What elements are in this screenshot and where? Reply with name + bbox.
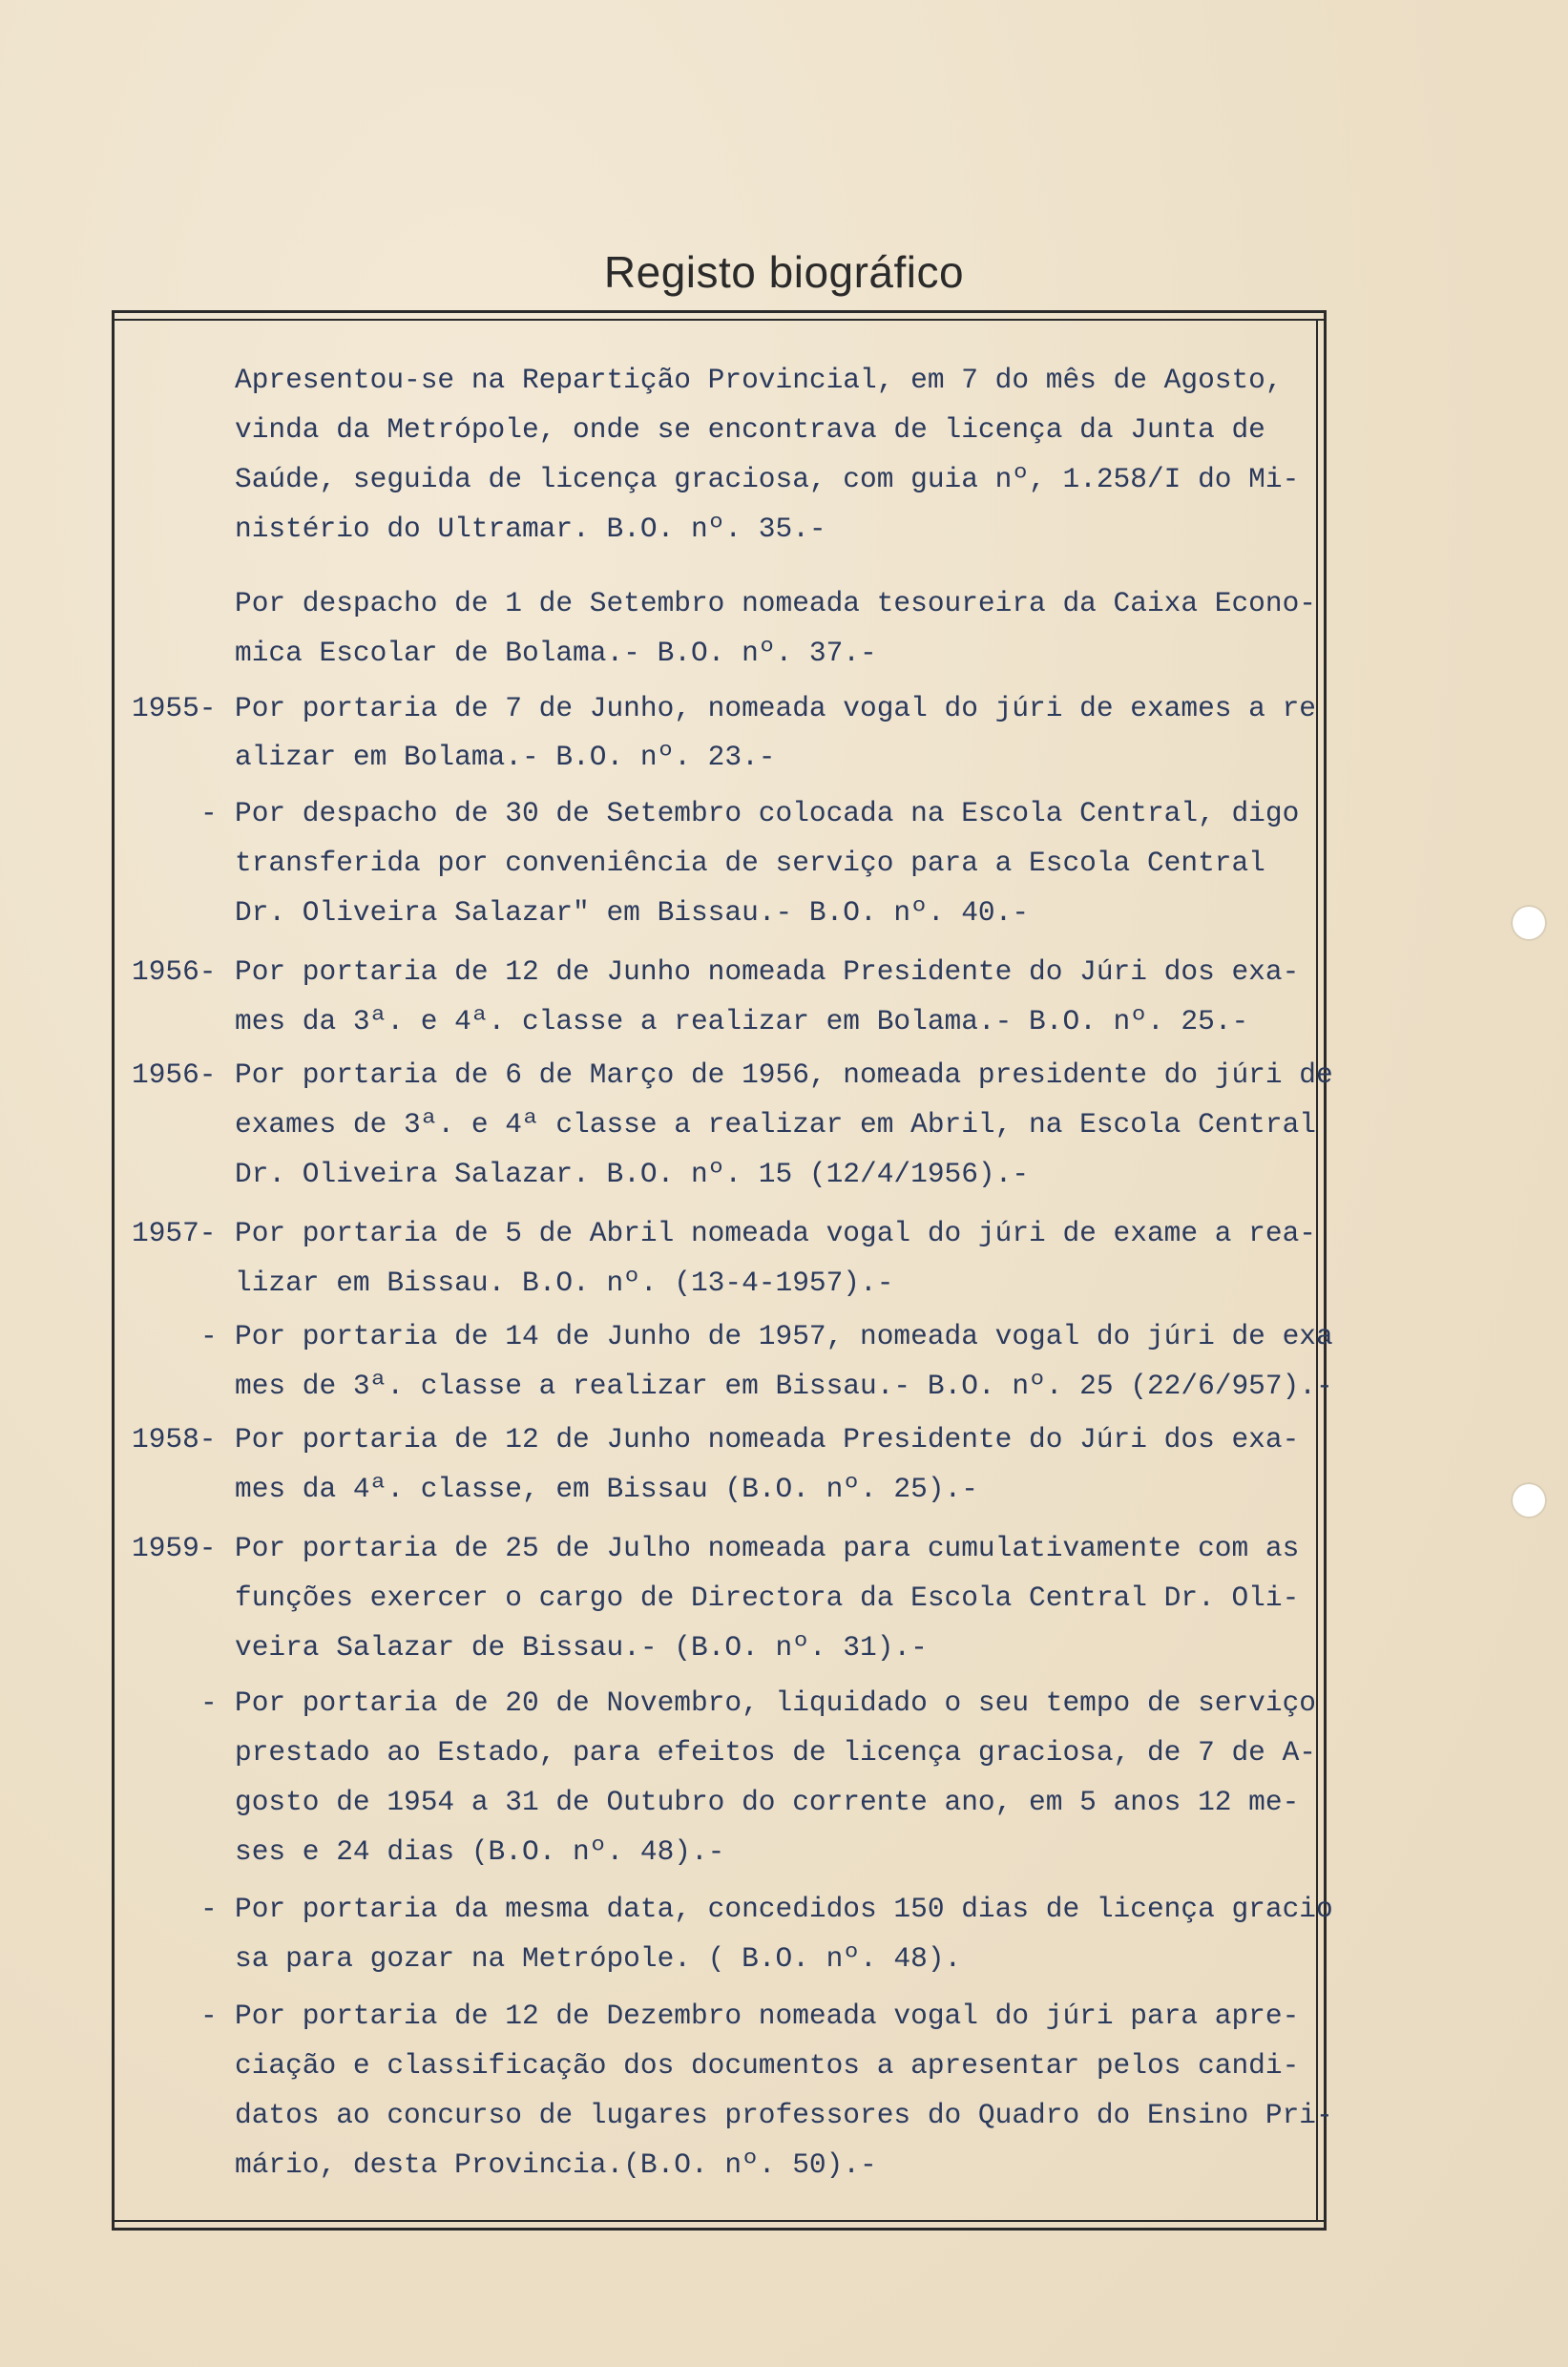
entry-text-line: mário, desta Provincia.(B.O. nº. 50).-	[235, 2148, 877, 2181]
entry-text-line: gosto de 1954 a 31 de Outubro do corrente ano, em 5 anos 12 me-	[235, 1786, 1300, 1818]
entry-text-line: veira Salazar de Bissau.- (B.O. nº. 31).-	[235, 1631, 928, 1664]
entry-text-line: prestado ao Estado, para efeitos de licença graciosa, de 7 de A-	[235, 1736, 1316, 1769]
entry-year: 1956-	[132, 1058, 217, 1091]
entry-text-line: Por portaria de 12 de Dezembro nomeada vogal do júri para apre-	[235, 2000, 1300, 2032]
entry-text-line: Saúde, seguida de licença graciosa, com guia nº, 1.258/I do Mi-	[235, 463, 1300, 495]
entry-text-line: Por portaria de 7 de Junho, nomeada vogal do júri de exames a re	[235, 692, 1316, 724]
entry-dash: -	[200, 797, 218, 829]
entry-text-line: ciação e classificação dos documentos a apresentar pelos candi-	[235, 2049, 1300, 2082]
entry-text-line: Por portaria de 12 de Junho nomeada Presidente do Júri dos exa-	[235, 955, 1300, 988]
entry-text-line: Por despacho de 1 de Setembro nomeada tesoureira da Caixa Econo-	[235, 587, 1316, 619]
entry-text-line: Dr. Oliveira Salazar. B.O. nº. 15 (12/4/1956).-	[235, 1158, 1030, 1190]
entry-text-line: Dr. Oliveira Salazar" em Bissau.- B.O. nº. 40.-	[235, 896, 1030, 929]
punch-hole	[1511, 905, 1547, 941]
entry-year: 1958-	[132, 1423, 217, 1456]
entry-text-line: alizar em Bolama.- B.O. nº. 23.-	[235, 741, 776, 773]
entry-text-line: Por portaria da mesma data, concedidos 150 dias de licença gracio	[235, 1893, 1333, 1925]
entry-text-line: Apresentou-se na Repartição Provincial, em 7 do mês de Agosto,	[235, 364, 1283, 396]
entry-text-line: ses e 24 dias (B.O. nº. 48).-	[235, 1835, 725, 1868]
entry-text-line: lizar em Bissau. B.O. nº. (13-4-1957).-	[235, 1267, 894, 1299]
entry-text-line: nistério do Ultramar. B.O. nº. 35.-	[235, 513, 826, 545]
entry-dash: -	[200, 1893, 218, 1925]
entry-text-line: exames de 3ª. e 4ª classe a realizar em Abril, na Escola Central	[235, 1108, 1316, 1141]
entry-text-line: Por portaria de 6 de Março de 1956, nomeada presidente do júri de	[235, 1058, 1333, 1091]
entry-text-line: mes da 4ª. classe, em Bissau (B.O. nº. 25).-	[235, 1473, 978, 1505]
entry-year: 1955-	[132, 692, 217, 724]
entry-text-line: Por portaria de 12 de Junho nomeada Presidente do Júri dos exa-	[235, 1423, 1300, 1456]
entry-year: 1957-	[132, 1217, 217, 1249]
page-title: Registo biográfico	[603, 247, 965, 297]
entry-dash: -	[200, 2000, 218, 2032]
entry-text-line: mes da 3ª. e 4ª. classe a realizar em Bolama.- B.O. nº. 25.-	[235, 1005, 1249, 1037]
entry-text-line: vinda da Metrópole, onde se encontrava de licença da Junta de	[235, 413, 1265, 446]
entry-text-line: transferida por conveniência de serviço para a Escola Central	[235, 847, 1265, 879]
entry-text-line: mes de 3ª. classe a realizar em Bissau.- B.O. nº. 25 (22/6/957).-	[235, 1370, 1333, 1402]
punch-hole	[1511, 1482, 1547, 1519]
entry-text-line: sa para gozar na Metrópole. ( B.O. nº. 48).	[235, 1942, 962, 1975]
entry-text-line: Por portaria de 14 de Junho de 1957, nomeada vogal do júri de exa	[235, 1320, 1333, 1352]
entry-dash: -	[200, 1686, 218, 1719]
entry-year: 1959-	[132, 1532, 217, 1564]
entry-text-line: mica Escolar de Bolama.- B.O. nº. 37.-	[235, 637, 877, 669]
entry-text-line: datos ao concurso de lugares professores do Quadro do Ensino Pri-	[235, 2099, 1333, 2131]
entry-year: 1956-	[132, 955, 217, 988]
entry-text-line: Por portaria de 5 de Abril nomeada vogal do júri de exame a rea-	[235, 1217, 1316, 1249]
entry-text-line: Por portaria de 25 de Julho nomeada para cumulativamente com as	[235, 1532, 1300, 1564]
frame-bottom-rule	[115, 2220, 1324, 2222]
frame-top-rule	[115, 319, 1324, 321]
frame-right-rule	[1316, 319, 1318, 2222]
entry-text-line: Por despacho de 30 de Setembro colocada na Escola Central, digo	[235, 797, 1300, 829]
entry-text-line: Por portaria de 20 de Novembro, liquidado o seu tempo de serviço	[235, 1686, 1316, 1719]
entry-text-line: funções exercer o cargo de Directora da Escola Central Dr. Oli-	[235, 1581, 1300, 1614]
entry-dash: -	[200, 1320, 218, 1352]
